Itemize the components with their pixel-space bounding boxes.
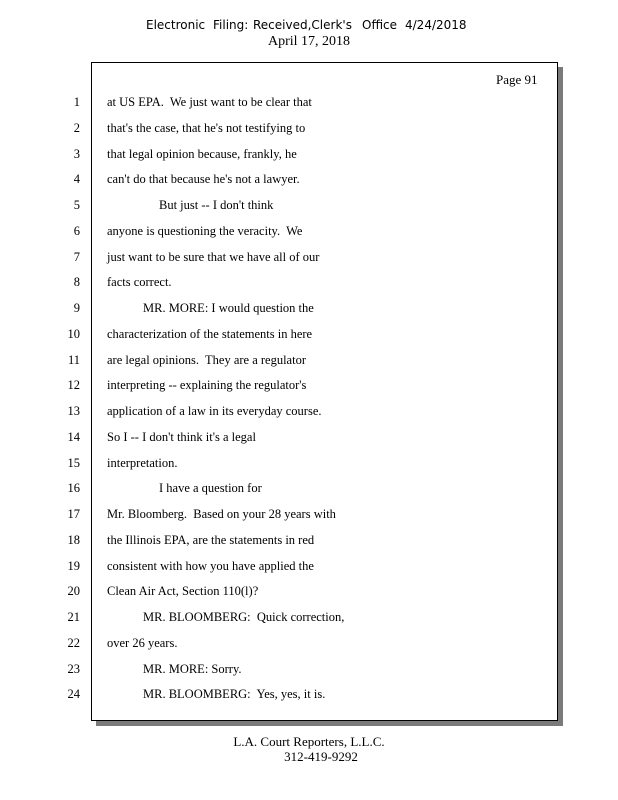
transcript-line <box>0 195 618 221</box>
line-text: at US EPA. We just want to be clear that <box>107 95 312 109</box>
transcript-line <box>0 350 618 376</box>
transcript-line <box>0 556 618 582</box>
line-text: But just -- I don't think <box>159 198 274 212</box>
line-number: 13 <box>67 404 80 418</box>
transcript-line <box>0 401 618 427</box>
line-text: just want to be sure that we have all of our <box>107 249 320 264</box>
line-text: that's the case, that he's not testifying to <box>107 120 306 135</box>
transcript-line <box>0 659 618 685</box>
line-number: 7 <box>73 249 80 264</box>
transcript-line <box>0 247 618 273</box>
transcript-line <box>0 530 618 556</box>
line-number: 11 <box>67 352 80 367</box>
line-text: the Illinois EPA, are the statements in red <box>107 532 315 547</box>
transcript-line <box>0 118 618 144</box>
line-number: 21 <box>67 610 80 624</box>
filing-word-office: Office <box>362 18 398 32</box>
line-text: MR. MORE: I would question the <box>143 301 314 315</box>
line-text: that legal opinion because, frankly, he <box>107 146 297 161</box>
line-number: 9 <box>73 301 80 315</box>
filing-word-electronic: Electronic <box>146 18 206 32</box>
line-number: 18 <box>67 532 80 547</box>
line-number: 22 <box>67 635 80 650</box>
filing-date: 4/24/2018 <box>405 18 467 32</box>
line-text: anyone is questioning the veracity. We <box>107 223 303 238</box>
line-text: consistent with how you have applied the <box>107 558 314 573</box>
line-number: 12 <box>67 378 80 393</box>
transcript-line <box>0 298 618 324</box>
transcript-line <box>0 221 618 247</box>
filing-word-received: Received,Clerk's <box>253 18 352 32</box>
line-text: are legal opinions. They are a regulator <box>107 352 306 367</box>
transcript-line <box>0 684 618 710</box>
line-text: interpreting -- explaining the regulator's <box>107 378 307 393</box>
filing-word-filing: Filing: <box>213 18 249 32</box>
line-text: I have a question for <box>159 481 262 496</box>
line-text: characterization of the statements in here <box>107 326 313 341</box>
transcript-line <box>0 478 618 504</box>
line-number: 1 <box>73 95 80 109</box>
line-text: Mr. Bloomberg. Based on your 28 years with <box>107 507 336 521</box>
line-number: 20 <box>67 584 80 599</box>
line-text: over 26 years. <box>107 635 178 650</box>
line-number: 17 <box>67 507 80 521</box>
line-number: 3 <box>73 146 80 161</box>
line-number: 2 <box>73 120 80 135</box>
transcript-line <box>0 169 618 195</box>
line-text: So I -- I don't think it's a legal <box>107 429 256 444</box>
transcript-line <box>0 607 618 633</box>
transcript-date: April 17, 2018 <box>267 34 351 49</box>
line-number: 8 <box>73 275 80 290</box>
transcript-line <box>0 92 618 118</box>
line-number: 6 <box>73 223 80 238</box>
line-text: Clean Air Act, Section 110(l)? <box>107 584 259 599</box>
transcript-line <box>0 427 618 453</box>
transcript-line <box>0 375 618 401</box>
line-number: 14 <box>67 429 80 444</box>
line-number: 24 <box>67 687 80 702</box>
footer-company: L.A. Court Reporters, L.L.C. <box>233 734 385 749</box>
line-number: 5 <box>73 198 80 212</box>
transcript-line <box>0 504 618 530</box>
line-text: can't do that because he's not a lawyer. <box>107 172 300 187</box>
filing-stamp <box>0 18 618 34</box>
transcript-line <box>0 324 618 350</box>
line-text: application of a law in its everyday course. <box>107 404 322 418</box>
line-number: 16 <box>67 481 80 496</box>
page-number: Page 91 <box>496 72 538 87</box>
line-text: MR. MORE: Sorry. <box>143 661 242 676</box>
transcript-line <box>0 453 618 479</box>
transcript-line <box>0 272 618 298</box>
transcript-line <box>0 633 618 659</box>
line-text: MR. BLOOMBERG: Yes, yes, it is. <box>143 687 326 702</box>
line-text: facts correct. <box>107 275 172 290</box>
line-number: 23 <box>67 661 80 676</box>
line-text: MR. BLOOMBERG: Quick correction, <box>143 610 345 624</box>
transcript-line <box>0 581 618 607</box>
transcript-line <box>0 144 618 170</box>
line-number: 19 <box>67 558 80 573</box>
line-number: 10 <box>67 326 80 341</box>
line-number: 15 <box>67 455 80 470</box>
line-number: 4 <box>73 172 80 187</box>
footer-phone: 312-419-9292 <box>284 749 358 764</box>
line-text: interpretation. <box>107 455 178 470</box>
